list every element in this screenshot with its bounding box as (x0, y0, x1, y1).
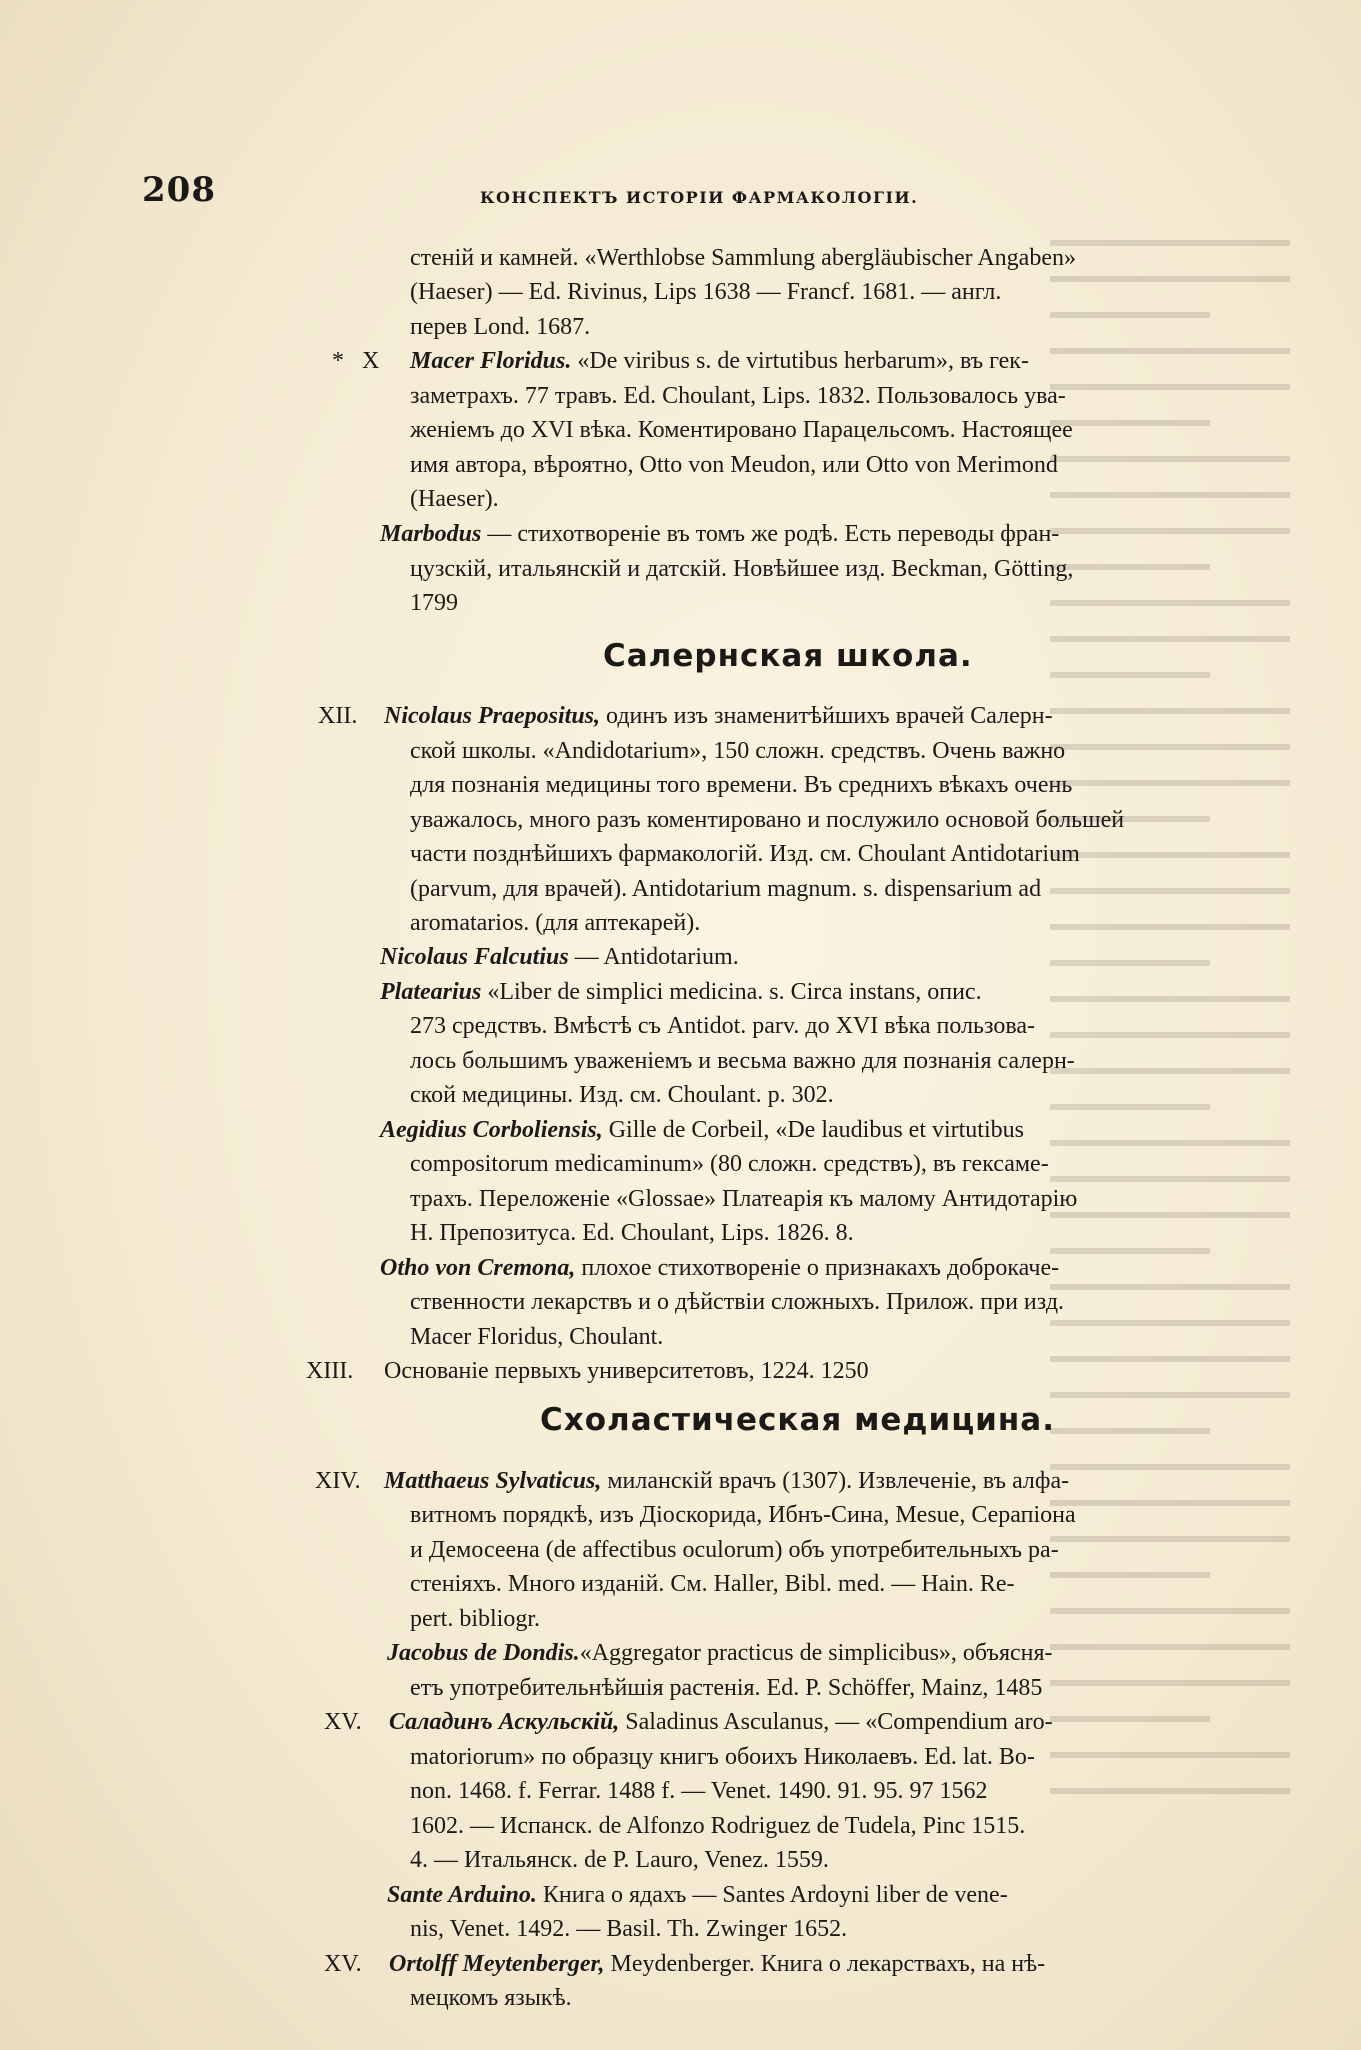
text-line: имя автора, вѣроятно, Otto von Meudon, или Otto von Merimond (410, 452, 1058, 478)
entry-line (380, 941, 739, 973)
text-fragment: одинъ изъ знаменитѣйшихъ врачей Салерн- (600, 703, 1053, 729)
entry-number: XIII. (306, 1358, 354, 1384)
text-line: (Haeser). (410, 486, 499, 512)
text-line: Н. Препозитуса. Ed. Choulant, Lips. 1826. 8. (410, 1220, 854, 1246)
author-name: Aegidius Corboliensis, (380, 1117, 603, 1143)
text-line: для познанія медицины того времени. Въ среднихъ вѣкахъ очень (410, 772, 1073, 798)
section-heading: Салернская школа. (603, 638, 973, 674)
text-line: женіемъ до XVI вѣка. Коментировано Парацельсомъ. Настоящее (410, 417, 1073, 443)
text-fragment: плохое стихотвореніе о признакахъ доброкаче- (575, 1255, 1060, 1281)
text-line: трахъ. Переложеніе «Glossae» Платеарія къ малому Антидотарію (410, 1186, 1078, 1212)
entry-number: XV. (324, 1951, 362, 1977)
text-line: (parvum, для врачей). Antidotarium magnum. s. dispensarium ad (410, 876, 1042, 902)
text-line: non. 1468. f. Ferrar. 1488 f. — Venet. 1490. 91. 95. 97 1562 (410, 1778, 988, 1804)
entry-line (389, 1706, 1053, 1738)
text-line: ской школы. «Andidotarium», 150 сложн. средствъ. Очень важно (410, 738, 1066, 764)
page-number: 208 (142, 170, 216, 210)
entry-line (380, 976, 982, 1008)
text-fragment: — Antidotarium. (568, 944, 739, 970)
text-fragment: «De viribus s. de virtutibus herbarum», въ гек- (571, 348, 1029, 374)
entry-number: XV. (324, 1709, 362, 1735)
author-name: Саладинъ Аскульскій, (389, 1709, 620, 1735)
text-line: 1799 (410, 590, 458, 616)
text-fragment: Gille de Corbeil, «De laudibus et virtutibus (602, 1117, 1024, 1143)
text-line: и Демосеена (de affectibus oculorum) объ употребительныхъ ра- (410, 1537, 1059, 1563)
text-line: ской медицины. Изд. см. Choulant. p. 302. (410, 1082, 834, 1108)
author-name: Sante Arduino. (387, 1882, 537, 1908)
entry-number: XII. (318, 703, 358, 729)
text-line: витномъ порядкѣ, изъ Діоскорида, Ибнъ-Сина, Mesue, Серапіона (410, 1502, 1076, 1528)
author-name: Nicolaus Praepositus, (384, 703, 601, 729)
text-line: етъ употребительнѣйшія растенія. Ed. P. Schöffer, Mainz, 1485 (410, 1675, 1043, 1701)
text-fragment: Meydenberger. Книга о лекарствахъ, на нѣ- (604, 1951, 1046, 1977)
text-line: ственности лекарствъ и о дѣйствіи сложныхъ. Прилож. при изд. (410, 1289, 1065, 1315)
text-line: pert. bibliogr. (410, 1606, 540, 1632)
author-name: Marbodus (380, 521, 482, 547)
author-name: Nicolaus Falcutius (380, 944, 569, 970)
text-line: Основаніе первыхъ университетовъ, 1224. 1250 (384, 1358, 869, 1384)
text-line: лось большимъ уваженіемъ и весьма важно для познанія салерн- (410, 1048, 1075, 1074)
text-fragment: миланскій врачъ (1307). Извлеченіе, въ алфа- (601, 1468, 1070, 1494)
text-fragment: «Liber de simplici medicina. s. Circa instans, опис. (481, 979, 982, 1005)
asterisk-mark: * (332, 348, 344, 374)
text-line: уважалось, много разъ коментировано и послужило основой большей (410, 807, 1125, 833)
entry-line (384, 700, 1053, 732)
author-name: Jacobus de Dondis. (387, 1640, 580, 1666)
entry-line (389, 1948, 1045, 1980)
entry-line (380, 518, 1059, 550)
text-line: стеніяхъ. Много изданій. См. Haller, Bibl. med. — Hain. Re- (410, 1571, 1015, 1597)
text-fragment: Saladinus Asculanus, — «Compendium aro- (619, 1709, 1053, 1735)
author-name: Macer Floridus. (410, 348, 572, 374)
author-name: Otho von Cremona, (380, 1255, 576, 1281)
text-fragment: — стихотвореніе въ томъ же родѣ. Есть переводы фран- (481, 521, 1060, 547)
text-line: Macer Floridus, Choulant. (410, 1324, 664, 1350)
text-line: перев Lond. 1687. (410, 314, 591, 340)
text-line: цузскій, итальянскій и датскій. Новѣйшее изд. Beckman, Götting, (410, 556, 1074, 582)
text-line: стеній и камней. «Werthlobse Sammlung abergläubischer Angaben» (410, 245, 1076, 271)
entry-line (380, 1114, 1024, 1146)
entry-line (384, 1465, 1069, 1497)
entry-line (387, 1879, 1008, 1911)
running-title: КОНСПЕКТЪ ИСТОРІИ ФАРМАКОЛОГІИ. (480, 188, 919, 207)
text-line: заметрахъ. 77 травъ. Ed. Choulant, Lips. 1832. Пользовалось ува- (410, 383, 1066, 409)
text-fragment: Книга о ядахъ — Santes Ardoyni liber de vene- (536, 1882, 1008, 1908)
text-line: aromatarios. (для аптекарей). (410, 910, 701, 936)
text-fragment: «Aggregator practicus de simplicibus», объясня- (579, 1640, 1053, 1666)
entry-line (410, 345, 1029, 377)
entry-line (380, 1252, 1059, 1284)
page-header (142, 170, 1202, 220)
entry-number: XIV. (315, 1468, 361, 1494)
text-line: matoriorum» по образцу книгъ обоихъ Николаевъ. Ed. lat. Bo- (410, 1744, 1035, 1770)
entry-line (387, 1637, 1053, 1669)
text-line: 1602. — Испанск. de Alfonzo Rodriguez de Tudela, Pinc 1515. (410, 1813, 1026, 1839)
text-line: (Haeser) — Ed. Rivinus, Lips 1638 — Francf. 1681. — англ. (410, 279, 1002, 305)
author-name: Platearius (380, 979, 482, 1005)
text-line: nis, Venet. 1492. — Basil. Th. Zwinger 1652. (410, 1916, 848, 1942)
text-line: compositorum medicaminum» (80 сложн. средствъ), въ гексаме- (410, 1151, 1049, 1177)
author-name: Matthaeus Sylvaticus, (384, 1468, 602, 1494)
text-line: части позднѣйшихъ фармакологій. Изд. см. Choulant Antidotarium (410, 841, 1080, 867)
text-line: 4. — Итальянск. de P. Lauro, Venez. 1559. (410, 1847, 829, 1873)
text-line: 273 средствъ. Вмѣстѣ съ Antidot. parv. до XVI вѣка пользова- (410, 1013, 1035, 1039)
entry-number: X (362, 348, 380, 374)
text-line: мецкомъ языкѣ. (410, 1985, 572, 2011)
author-name: Ortolff Meytenberger, (389, 1951, 605, 1977)
section-heading: Схоластическая медицина. (540, 1402, 1056, 1438)
